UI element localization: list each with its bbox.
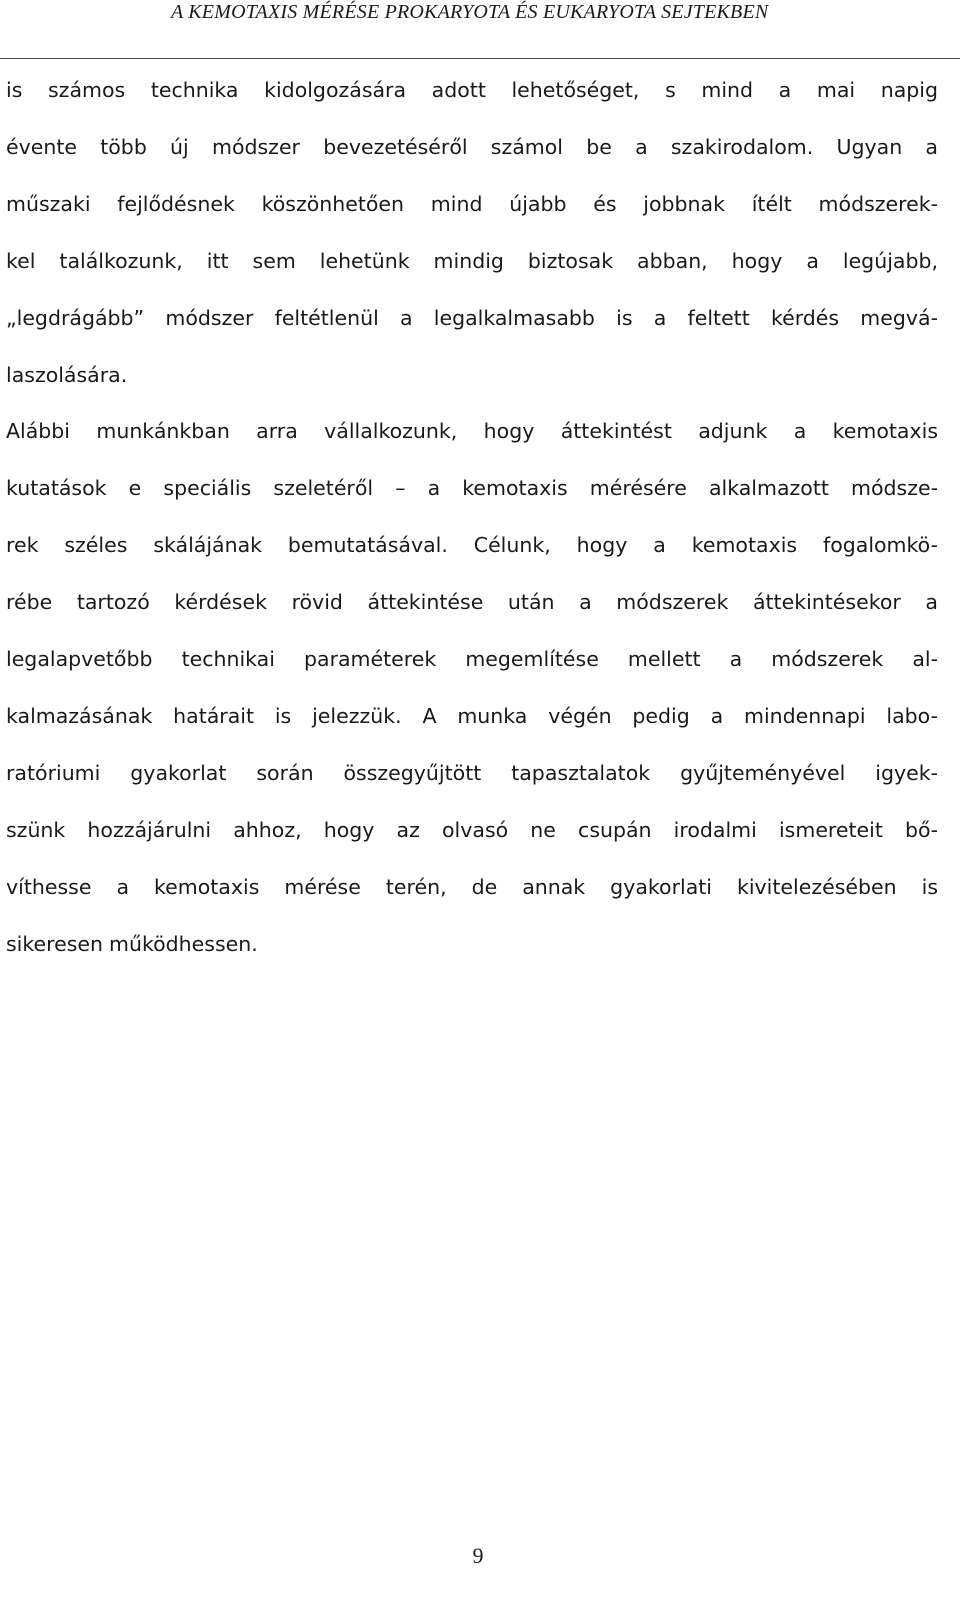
running-header-title: A KEMOTAXIS MÉRÉSE PROKARYOTA ÉS EUKARYOTA SEJTEKBEN (171, 1, 769, 23)
text-line: ratóriumi gyakorlat során összegyűjtött tapasztalatok gyűjteményével igyek- (6, 761, 938, 785)
text-line: víthesse a kemotaxis mérése terén, de annak gyakorlati kivitelezésében is (6, 875, 938, 899)
running-header (0, 0, 960, 60)
text-line: szünk hozzájárulni ahhoz, hogy az olvasó ne csupán irodalmi ismereteit bő- (6, 818, 938, 842)
text-line: évente több új módszer bevezetéséről számol be a szakirodalom. Ugyan a (6, 135, 938, 159)
text-line: sikeresen működhessen. (6, 932, 258, 956)
text-line: rek széles skálájának bemutatásával. Célunk, hogy a kemotaxis fogalomkö- (6, 533, 938, 557)
header-divider (0, 58, 960, 59)
text-line: „legdrágább” módszer feltétlenül a legalkalmasabb is a feltett kérdés megvá- (6, 306, 938, 330)
text-line: kalmazásának határait is jelezzük. A munka végén pedig a mindennapi labo- (6, 704, 938, 728)
page-number (0, 1541, 960, 1571)
text-line: rébe tartozó kérdések rövid áttekintése után a módszerek áttekintésekor a (6, 590, 938, 614)
text-line: kutatások e speciális szeletéről – a kemotaxis mérésére alkalmazott módsze- (6, 476, 938, 500)
text-line: Alábbi munkánkban arra vállalkozunk, hogy áttekintést adjunk a kemotaxis (6, 419, 938, 443)
text-line: is számos technika kidolgozására adott lehetőséget, s mind a mai napig (6, 78, 938, 102)
page-number-label: 9 (472, 1543, 484, 1568)
paragraph-1 (6, 62, 938, 404)
text-line: legalapvetőbb technikai paraméterek megemlítése mellett a módszerek al- (6, 647, 938, 671)
text-line: műszaki fejlődésnek köszönhetően mind újabb és jobbnak ítélt módszerek- (6, 192, 938, 216)
text-line: kel találkozunk, itt sem lehetünk mindig biztosak abban, hogy a legújabb, (6, 249, 938, 273)
paragraph-2 (6, 403, 938, 973)
text-line: laszolására. (6, 363, 128, 387)
